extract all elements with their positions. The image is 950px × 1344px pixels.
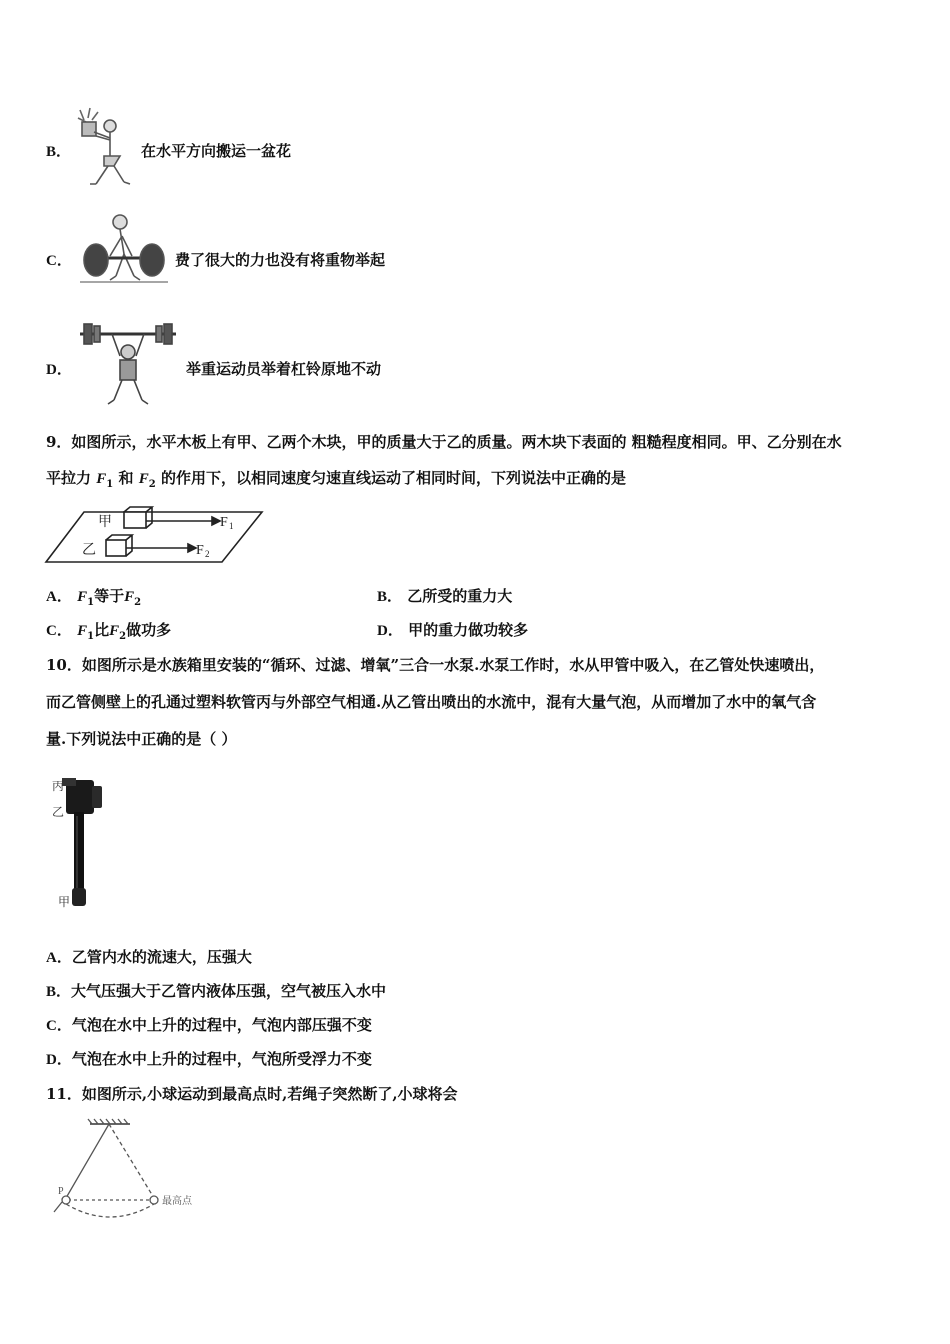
var-sub: 1 [87,597,95,608]
var: F [109,623,120,639]
figure-pendulum [46,1118,202,1220]
option-c [46,249,72,270]
option-letter: A． [46,589,72,605]
figure-weightlifter [76,320,182,412]
q9-option-d [377,619,528,640]
var-sub: 2 [119,631,127,642]
q9-stem-line2 [46,467,626,490]
option-text: 气泡在水中上升的过程中，气泡所受浮力不变 [71,1050,372,1068]
q10-stem-line3: 量.下列说法中正确的是（ ） [46,730,237,748]
label-jia: 甲 [58,895,71,909]
label-force1: F [220,515,228,530]
var: F [77,589,88,605]
q9-stem-part: 的作用下，以相同速度匀速直线运动了相同时间，下列说法中正确的是 [160,469,626,487]
q10-option-d [46,1048,372,1069]
var-f1: F [96,471,107,487]
figure-carrying-flower [74,106,134,188]
q10-option-c [46,1014,372,1035]
var: F [124,589,135,605]
option-letter: C． [46,623,72,639]
q9-option-a [46,585,141,608]
option-text: 比 [94,621,110,639]
q11-stem-line1: 11．如图所示,小球运动到最高点时,若绳子突然断了,小球将会 [46,1085,458,1103]
var-f1-sub: 1 [106,479,114,490]
label-bing: 丙 [52,779,65,793]
label-force1-sub: 1 [229,521,234,531]
q9-option-b [377,585,512,606]
var-sub: 1 [87,631,95,642]
q9-option-c [46,619,171,642]
option-text: 乙所受的重力大 [407,587,513,605]
var-f2: F [138,471,149,487]
option-letter: D． [46,362,72,378]
q9-stem-part: 和 [118,469,134,487]
q9-stem-line1: 9．如图所示，水平木板上有甲、乙两个木块，甲的质量大于乙的质量。两木块下表面的 粗糙程度相同。甲、乙分别在水 [46,433,842,451]
option-c-text: 费了很大的力也没有将重物举起 [175,251,386,269]
q10-stem-line2: 而乙管侧壁上的孔通过塑料软管丙与外部空气相通.从乙管出喷出的水流中，混有大量气泡，从而增加了水中的氧气含 [46,693,817,711]
option-letter: A． [46,950,72,966]
option-letter: D． [46,1052,72,1068]
label-force2: F [196,543,204,558]
figure-blocks-on-board [44,504,266,566]
var-f2-sub: 2 [148,479,156,490]
option-text: 等于 [94,587,125,605]
option-b-text: 在水平方向搬运一盆花 [141,142,292,160]
option-text: 大气压强大于乙管内液体压强，空气被压入水中 [71,982,387,1000]
q10-option-b [46,980,386,1001]
option-letter: C． [46,253,72,269]
var-sub: 2 [134,597,142,608]
option-letter: D． [377,623,403,639]
option-text: 气泡在水中上升的过程中，气泡内部压强不变 [71,1016,372,1034]
q10-option-a [46,946,252,967]
figure-water-pump [48,770,110,915]
option-d-text: 举重运动员举着杠铃原地不动 [186,360,382,378]
q10-stem-line1: 10．如图所示是水族箱里安装的“循环、过滤、增氧”三合一水泵.水泵工作时，水从甲管中吸入，在乙管处快速喷出， [46,656,825,674]
option-text: 做功多 [126,621,172,639]
option-letter: B． [46,144,72,160]
option-letter: C． [46,1018,72,1034]
label-jia: 甲 [98,514,112,530]
option-letter: B． [377,589,403,605]
option-letter: B． [46,984,72,1000]
label-p: P [58,1186,64,1197]
option-b [46,140,71,161]
label-top: 最高点 [162,1196,192,1207]
q9-stem-part: 平拉力 [46,469,92,487]
label-force2-sub: 2 [205,549,210,559]
label-yi: 乙 [52,805,65,819]
var: F [77,623,88,639]
option-text: 乙管内水的流速大，压强大 [71,948,252,966]
option-text: 甲的重力做功较多 [408,621,529,639]
option-d [46,358,72,379]
figure-lifting-failed [76,210,172,296]
label-yi: 乙 [82,542,96,558]
